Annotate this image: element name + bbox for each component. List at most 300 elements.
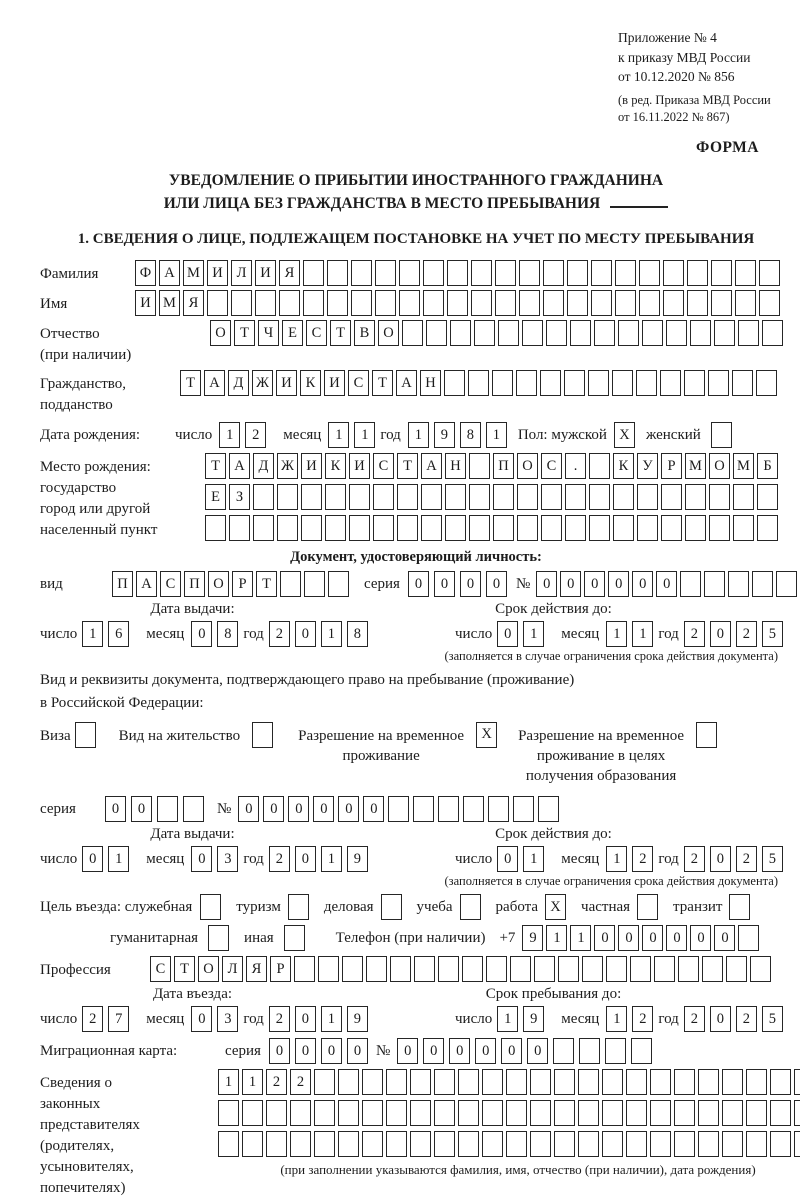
grid-cell-empty — [522, 320, 543, 346]
migration-card-label: Миграционная карта: — [40, 1042, 178, 1059]
grid-cell-empty — [266, 1100, 287, 1126]
grid-cell-filled: 2 — [632, 846, 653, 872]
birth-place-label-line2: государство — [40, 480, 117, 497]
patronymic-label-line1: Отчество — [40, 326, 100, 343]
issue-date-col — [40, 601, 435, 647]
grid-cell-empty — [386, 1069, 407, 1095]
title-underline — [610, 192, 668, 208]
grid-cell-empty — [615, 260, 636, 286]
grid-cell-empty — [538, 796, 559, 822]
grid-cell-filled: 3 — [217, 846, 238, 872]
grid-cell-filled: П — [493, 453, 514, 479]
day-label: число — [455, 625, 493, 642]
grid-cell-filled: 0 — [449, 1038, 470, 1064]
title-line-2-text: ИЛИ ЛИЦА БЕЗ ГРАЖДАНСТВА В МЕСТО ПРЕБЫВАНИЯ — [163, 194, 601, 212]
grid-cell-empty — [674, 1100, 695, 1126]
permit-valid-day-grid — [497, 846, 549, 872]
entry-date-line — [40, 1006, 435, 1032]
grid-cell-empty — [517, 484, 538, 510]
grid-cell-empty — [516, 370, 537, 396]
permit-issue-year-grid — [269, 846, 373, 872]
grid-cell-empty — [338, 1069, 359, 1095]
grid-cell-empty — [589, 515, 610, 541]
grid-cell-empty — [735, 260, 756, 286]
grid-cell-empty — [410, 1131, 431, 1157]
grid-cell-filled: 2 — [684, 1006, 705, 1032]
grid-cell-empty — [447, 260, 468, 286]
visa-label: Виза — [40, 727, 71, 744]
grid-cell-empty — [366, 956, 387, 982]
grid-cell-empty — [474, 320, 495, 346]
grid-cell-filled: Р — [661, 453, 682, 479]
permit-valid-line — [435, 846, 792, 872]
grid-cell-empty — [157, 796, 178, 822]
grid-cell-empty — [654, 956, 675, 982]
grid-cell-filled: Л — [222, 956, 243, 982]
grid-cell-empty — [266, 1131, 287, 1157]
permit-issue-col — [40, 826, 435, 872]
grid-cell-empty — [423, 260, 444, 286]
grid-cell-empty — [338, 1131, 359, 1157]
identity-doc-heading: Документ, удостоверяющий личность: — [290, 549, 542, 566]
permit-issue-title: Дата выдачи: — [150, 826, 235, 843]
grid-cell-filled: 2 — [684, 621, 705, 647]
purpose-option-work — [484, 894, 570, 920]
grid-cell-filled: 2 — [290, 1069, 311, 1095]
grid-cell-filled: 1 — [354, 422, 375, 448]
grid-cell-empty — [685, 515, 706, 541]
permit-issue-month-grid — [191, 846, 243, 872]
representatives-row — [40, 1069, 792, 1199]
grid-cell-filled: Я — [183, 290, 204, 316]
grid-cell-filled: 2 — [632, 1006, 653, 1032]
grid-cell-empty — [626, 1100, 647, 1126]
representatives-label-line6: попечителях) — [40, 1180, 126, 1197]
other-purpose-checkbox — [284, 925, 308, 951]
grid-cell-empty — [410, 1100, 431, 1126]
grid-cell-filled: С — [150, 956, 171, 982]
grid-cell-empty — [386, 1131, 407, 1157]
grid-cell-filled: . — [565, 453, 586, 479]
grid-cell-filled: 0 — [105, 796, 126, 822]
grid-cell-empty — [530, 1069, 551, 1095]
grid-cell-filled: 0 — [632, 571, 653, 597]
birth-place-label-line4: населенный пункт — [40, 522, 158, 539]
grid-cell-empty — [722, 1100, 743, 1126]
grid-cell-empty — [399, 260, 420, 286]
grid-cell-filled: 1 — [408, 422, 429, 448]
phone-grid — [522, 925, 762, 951]
grid-cell-filled: 3 — [217, 1006, 238, 1032]
phone-label: Телефон (при наличии) — [335, 929, 486, 946]
day-label: число — [175, 426, 213, 443]
grid-cell-empty — [445, 484, 466, 510]
grid-cell-empty — [438, 956, 459, 982]
purpose-label: работа — [495, 898, 539, 915]
grid-cell-empty — [663, 260, 684, 286]
grid-cell-empty — [666, 320, 687, 346]
grid-cell-empty — [458, 1131, 479, 1157]
grid-cell-empty — [469, 453, 490, 479]
residence-permit-option — [119, 722, 276, 748]
grid-cell-empty — [746, 1100, 767, 1126]
grid-cell-empty — [726, 956, 747, 982]
grid-cell-filled: А — [136, 571, 157, 597]
grid-cell-empty — [513, 796, 534, 822]
grid-cell-empty — [650, 1069, 671, 1095]
purpose-option-business — [312, 894, 405, 920]
grid-cell-empty — [554, 1131, 575, 1157]
residence-doc-intro — [40, 669, 792, 716]
grid-cell-empty — [375, 290, 396, 316]
migration-number-grid — [397, 1038, 657, 1064]
grid-cell-filled: 0 — [642, 925, 663, 951]
grid-cell-empty — [381, 894, 402, 920]
grid-cell-empty — [399, 290, 420, 316]
grid-cell-empty — [735, 290, 756, 316]
issue-year-grid — [269, 621, 373, 647]
grid-cell-filled: 0 — [710, 1006, 731, 1032]
grid-cell-empty — [687, 260, 708, 286]
grid-cell-filled: О — [709, 453, 730, 479]
representatives-label-line1: Сведения о — [40, 1075, 112, 1092]
grid-cell-filled: 0 — [288, 796, 309, 822]
rvp-education-label-line1: Разрешение на временное — [518, 727, 685, 744]
grid-cell-empty — [541, 515, 562, 541]
grid-cell-filled: 1 — [328, 422, 349, 448]
grid-cell-empty — [303, 260, 324, 286]
grid-cell-filled: 0 — [397, 1038, 418, 1064]
grid-cell-empty — [280, 571, 301, 597]
grid-cell-filled: 0 — [191, 1006, 212, 1032]
grid-cell-filled: 0 — [295, 1038, 316, 1064]
grid-cell-empty — [564, 370, 585, 396]
grid-cell-empty — [698, 1100, 719, 1126]
grid-cell-empty — [687, 290, 708, 316]
grid-cell-empty — [517, 515, 538, 541]
month-label: месяц — [146, 625, 185, 642]
grid-cell-empty — [325, 484, 346, 510]
grid-cell-empty — [255, 290, 276, 316]
grid-cell-empty — [183, 796, 204, 822]
residence-doc-dates — [40, 826, 792, 872]
grid-cell-filled: И — [135, 290, 156, 316]
birth-place-grid-row3 — [205, 515, 781, 541]
rvp-education-label — [518, 722, 684, 787]
grid-cell-empty — [390, 956, 411, 982]
grid-cell-filled: 2 — [269, 1006, 290, 1032]
grid-cell-empty — [728, 571, 749, 597]
grid-cell-filled: 0 — [295, 621, 316, 647]
grid-cell-empty — [612, 370, 633, 396]
issue-date-title: Дата выдачи: — [150, 601, 235, 618]
visa-checkbox — [75, 722, 99, 748]
grid-cell-empty — [626, 1069, 647, 1095]
appendix-line: к приказу МВД России — [618, 49, 751, 65]
purpose-label: транзит — [673, 898, 723, 915]
permit-series-grid — [105, 796, 209, 822]
month-label: месяц — [561, 625, 600, 642]
grid-cell-empty — [373, 515, 394, 541]
representatives-grid-row3 — [218, 1131, 800, 1157]
day-label: число — [455, 1010, 493, 1027]
grid-cell-empty — [711, 290, 732, 316]
grid-cell-filled: 6 — [108, 621, 129, 647]
grid-cell-filled: С — [306, 320, 327, 346]
grid-cell-empty — [75, 722, 96, 748]
issue-month-grid — [191, 621, 243, 647]
grid-cell-empty — [506, 1131, 527, 1157]
grid-cell-filled: 0 — [82, 846, 103, 872]
stay-until-line — [435, 1006, 792, 1032]
grid-cell-empty — [277, 515, 298, 541]
grid-cell-filled: 0 — [295, 846, 316, 872]
rvp-label-line1: Разрешение на временное — [298, 727, 465, 744]
grid-cell-empty — [208, 925, 229, 951]
grid-cell-filled: 0 — [608, 571, 629, 597]
grid-cell-filled: Р — [232, 571, 253, 597]
purpose-business-checkbox — [200, 894, 224, 920]
rvp-option — [298, 722, 500, 767]
grid-cell-filled: О — [517, 453, 538, 479]
grid-cell-filled: У — [637, 453, 658, 479]
permit-valid-month-grid — [606, 846, 658, 872]
grid-cell-filled: 0 — [423, 1038, 444, 1064]
grid-cell-empty — [685, 484, 706, 510]
grid-cell-filled: 9 — [347, 1006, 368, 1032]
grid-cell-filled: Т — [330, 320, 351, 346]
title-line-1: УВЕДОМЛЕНИЕ О ПРИБЫТИИ ИНОСТРАННОГО ГРАЖДАНИНА — [168, 171, 664, 189]
grid-cell-empty — [639, 260, 660, 286]
grid-cell-empty — [519, 260, 540, 286]
birth-date-label: Дата рождения: — [40, 426, 141, 443]
representatives-label-line5: усыновителях, — [40, 1159, 134, 1176]
grid-cell-empty — [680, 571, 701, 597]
representatives-grids — [178, 1069, 800, 1178]
phone-prefix: +7 — [499, 929, 516, 946]
grid-cell-empty — [630, 956, 651, 982]
grid-cell-empty — [495, 290, 516, 316]
valid-until-line — [435, 621, 792, 647]
grid-cell-empty — [711, 422, 732, 448]
grid-cell-empty — [290, 1131, 311, 1157]
document-title — [40, 169, 792, 216]
grid-cell-empty — [631, 1038, 652, 1064]
grid-cell-empty — [519, 290, 540, 316]
grid-cell-filled: 1 — [321, 621, 342, 647]
number-label: № — [217, 800, 232, 817]
grid-cell-empty — [770, 1131, 791, 1157]
grid-cell-filled: К — [613, 453, 634, 479]
grid-cell-empty — [362, 1100, 383, 1126]
grid-cell-filled: Б — [757, 453, 778, 479]
grid-cell-filled: 0 — [710, 846, 731, 872]
grid-cell-empty — [301, 515, 322, 541]
grid-cell-empty — [690, 320, 711, 346]
grid-cell-empty — [218, 1100, 239, 1126]
purpose-option-transit — [661, 894, 753, 920]
grid-cell-filled: 9 — [523, 1006, 544, 1032]
grid-cell-empty — [770, 1069, 791, 1095]
grid-cell-empty — [229, 515, 250, 541]
entry-day-grid — [82, 1006, 134, 1032]
grid-cell-empty — [565, 515, 586, 541]
birth-month-grid — [328, 422, 380, 448]
grid-cell-filled: 1 — [497, 1006, 518, 1032]
grid-cell-empty — [762, 320, 783, 346]
humanitarian-checkbox — [208, 925, 232, 951]
grid-cell-empty — [498, 320, 519, 346]
grid-cell-empty — [444, 370, 465, 396]
grid-cell-empty — [606, 956, 627, 982]
grid-cell-filled: И — [324, 370, 345, 396]
purpose-delovaya-checkbox — [381, 894, 405, 920]
grid-cell-filled: М — [159, 290, 180, 316]
grid-cell-empty — [709, 484, 730, 510]
month-label: месяц — [146, 1010, 185, 1027]
purpose-transit-checkbox — [729, 894, 753, 920]
grid-cell-empty — [770, 1100, 791, 1126]
grid-cell-empty — [277, 484, 298, 510]
grid-cell-empty — [482, 1100, 503, 1126]
grid-cell-filled: В — [354, 320, 375, 346]
grid-cell-filled: 0 — [191, 621, 212, 647]
grid-cell-empty — [386, 1100, 407, 1126]
grid-cell-empty — [674, 1131, 695, 1157]
grid-cell-empty — [591, 290, 612, 316]
grid-cell-empty — [397, 515, 418, 541]
representatives-label-line3: представителях — [40, 1117, 140, 1134]
grid-cell-empty — [794, 1100, 800, 1126]
visit-purpose-label: Цель въезда: служебная — [40, 898, 193, 915]
grid-cell-empty — [729, 894, 750, 920]
grid-cell-filled: М — [685, 453, 706, 479]
purpose-label: туризм — [236, 898, 281, 915]
grid-cell-empty — [469, 484, 490, 510]
grid-cell-empty — [488, 796, 509, 822]
grid-cell-filled: Ж — [252, 370, 273, 396]
entry-date-title: Дата въезда: — [152, 986, 233, 1003]
grid-cell-empty — [540, 370, 561, 396]
grid-cell-empty — [426, 320, 447, 346]
title-line-2 — [40, 192, 792, 215]
grid-cell-filled: П — [112, 571, 133, 597]
grid-cell-filled: 2 — [82, 1006, 103, 1032]
grid-cell-filled: И — [301, 453, 322, 479]
grid-cell-empty — [661, 484, 682, 510]
grid-cell-filled: 0 — [656, 571, 677, 597]
grid-cell-empty — [746, 1069, 767, 1095]
day-label: число — [455, 850, 493, 867]
grid-cell-empty — [205, 515, 226, 541]
profession-grid — [150, 956, 774, 982]
grid-cell-empty — [314, 1131, 335, 1157]
grid-cell-empty — [637, 894, 658, 920]
grid-cell-filled: 1 — [523, 621, 544, 647]
grid-cell-empty — [328, 571, 349, 597]
grid-cell-filled: А — [204, 370, 225, 396]
name-grid — [135, 290, 783, 316]
year-label: год — [658, 850, 679, 867]
grid-cell-empty — [325, 515, 346, 541]
grid-cell-empty — [458, 1069, 479, 1095]
grid-cell-filled: Т — [205, 453, 226, 479]
grid-cell-empty — [602, 1069, 623, 1095]
year-label: год — [243, 1010, 264, 1027]
grid-cell-empty — [594, 320, 615, 346]
doc-number-grid — [536, 571, 800, 597]
grid-cell-empty — [438, 796, 459, 822]
entry-year-grid — [269, 1006, 373, 1032]
grid-cell-empty — [636, 370, 657, 396]
representatives-note: (при заполнении указываются фамилия, имя, отчество (при наличии), дата рождения) — [280, 1162, 756, 1178]
month-label: месяц — [561, 850, 600, 867]
grid-cell-filled: Л — [231, 260, 252, 286]
grid-cell-filled: 9 — [522, 925, 543, 951]
grid-cell-filled: Т — [372, 370, 393, 396]
permit-number-grid — [238, 796, 563, 822]
grid-cell-empty — [541, 484, 562, 510]
grid-cell-empty — [349, 515, 370, 541]
grid-cell-empty — [342, 956, 363, 982]
female-checkbox — [711, 422, 735, 448]
grid-cell-filled: 0 — [497, 846, 518, 872]
grid-cell-filled: 1 — [523, 846, 544, 872]
migration-card-row — [40, 1038, 792, 1064]
grid-cell-empty — [200, 894, 221, 920]
grid-cell-filled: Ф — [135, 260, 156, 286]
grid-cell-empty — [618, 320, 639, 346]
series-label: серия — [364, 575, 400, 592]
grid-cell-filled: 0 — [618, 925, 639, 951]
grid-cell-empty — [588, 370, 609, 396]
grid-cell-empty — [738, 320, 759, 346]
grid-cell-empty — [303, 290, 324, 316]
grid-cell-filled: 0 — [486, 571, 507, 597]
grid-cell-empty — [722, 1131, 743, 1157]
grid-cell-empty — [615, 290, 636, 316]
grid-cell-filled: Е — [282, 320, 303, 346]
name-row — [40, 290, 792, 316]
grid-cell-empty — [553, 1038, 574, 1064]
rvp-education-checkbox — [696, 722, 720, 748]
visit-purpose-row — [40, 894, 792, 920]
grid-cell-empty — [698, 1069, 719, 1095]
grid-cell-empty — [546, 320, 567, 346]
grid-cell-empty — [605, 1038, 626, 1064]
section-1-heading: 1. СВЕДЕНИЯ О ЛИЦЕ, ПОДЛЕЖАЩЕМ ПОСТАНОВКЕ НА УЧЕТ ПО МЕСТУ ПРЕБЫВАНИЯ — [77, 231, 755, 248]
grid-cell-empty — [253, 484, 274, 510]
grid-cell-filled: Н — [445, 453, 466, 479]
male-checkbox — [614, 422, 638, 448]
grid-cell-empty — [558, 956, 579, 982]
rvp-education-label-line3: получения образования — [525, 768, 677, 785]
stay-until-col — [435, 986, 792, 1032]
number-label: № — [375, 1042, 391, 1059]
grid-cell-empty — [349, 484, 370, 510]
grid-cell-filled: 1 — [218, 1069, 239, 1095]
grid-cell-empty — [602, 1100, 623, 1126]
birth-place-grids — [205, 453, 781, 546]
series-label: серия — [40, 800, 76, 817]
grid-cell-empty — [327, 290, 348, 316]
citizenship-label-line1: Гражданство, — [40, 376, 127, 393]
birth-date-row — [40, 422, 792, 448]
doc-series-grid — [408, 571, 512, 597]
profession-row — [40, 956, 792, 982]
grid-cell-empty — [589, 453, 610, 479]
grid-cell-filled: А — [159, 260, 180, 286]
